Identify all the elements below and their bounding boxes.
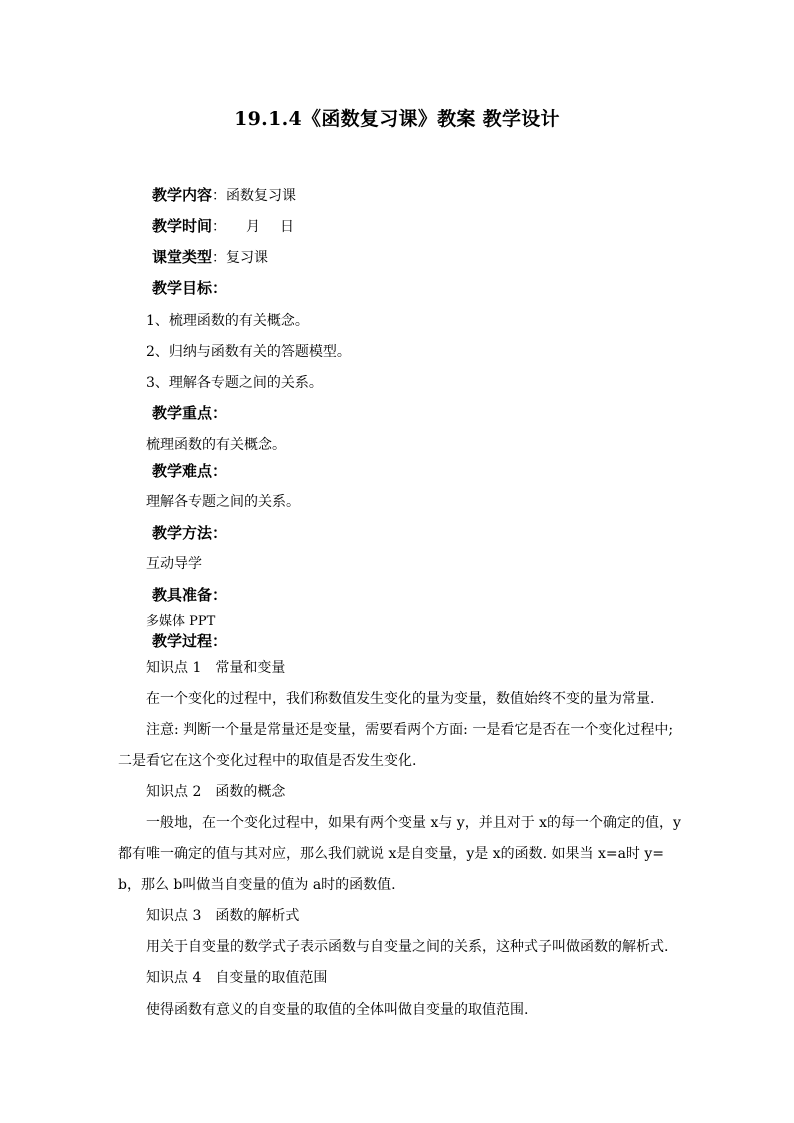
knowledge-point-1-note-line-1: 注意: 判断一个量是常量还是变量，需要看两个方面: 一是看它是否在一个变化过程中;	[146, 722, 674, 738]
key-point-text: 梳理函数的有关概念。	[146, 437, 286, 453]
difficulty-text: 理解各专题之间的关系。	[146, 494, 300, 510]
method-heading: 教学方法：	[152, 524, 228, 542]
class-type-separator: ：	[212, 250, 227, 266]
knowledge-point-1-note-line-2: 二是看它在这个变化过程中的取值是否发生变化.	[118, 753, 417, 769]
tools-text: 多媒体 PPT	[146, 614, 216, 629]
goal-item-3: 3、理解各专题之间的关系。	[146, 375, 323, 391]
class-type-value: 复习课	[226, 250, 269, 266]
process-heading: 教学过程：	[152, 632, 228, 650]
knowledge-point-3-title: 知识点 3 函数的解析式	[146, 908, 300, 924]
key-point-heading: 教学重点：	[152, 404, 228, 422]
class-type-row	[152, 248, 268, 267]
knowledge-point-3-definition: 用关于自变量的数学式子表示函数与自变量之间的关系，这种式子叫做函数的解析式.	[146, 939, 669, 955]
teaching-time-label: 教学时间	[152, 217, 213, 235]
method-text: 互动导学	[146, 556, 202, 572]
goal-item-1: 1、梳理函数的有关概念。	[146, 313, 309, 329]
difficulty-heading: 教学难点：	[152, 462, 228, 480]
goal-item-2: 2、归纳与函数有关的答题模型。	[146, 344, 351, 360]
teaching-time-day: 日	[280, 219, 295, 235]
teaching-content-separator: ：	[212, 188, 227, 204]
knowledge-point-4-title: 知识点 4 自变量的取值范围	[146, 970, 328, 986]
goals-heading: 教学目标：	[152, 279, 228, 297]
knowledge-point-2-line-2: 都有唯一确定的值与其对应，那么我们就说 x是自变量，y是 x的函数. 如果当 x=a时 y=	[118, 846, 665, 862]
teaching-content-value: 函数复习课	[226, 188, 297, 204]
tools-heading: 教具准备：	[152, 586, 228, 604]
knowledge-point-1-title: 知识点 1 常量和变量	[146, 660, 286, 676]
teaching-content-label: 教学内容	[152, 186, 213, 204]
knowledge-point-1-definition: 在一个变化的过程中，我们称数值发生变化的量为变量，数值始终不变的量为常量.	[146, 691, 655, 707]
teaching-time-separator: ：	[212, 219, 227, 235]
class-type-label: 课堂类型	[152, 248, 213, 266]
knowledge-point-2-line-3: b，那么 b叫做当自变量的值为 a时的函数值.	[118, 877, 396, 893]
knowledge-point-2-title: 知识点 2 函数的概念	[146, 784, 286, 800]
teaching-time-row	[152, 217, 294, 236]
knowledge-point-2-line-1: 一般地，在一个变化过程中，如果有两个变量 x与 y，并且对于 x的每一个确定的值，y	[146, 815, 681, 831]
document-title: 19.1.4《函数复习课》教案 教学设计	[234, 108, 560, 130]
knowledge-point-4-definition: 使得函数有意义的自变量的取值的全体叫做自变量的取值范围.	[146, 1002, 529, 1018]
teaching-content-row	[152, 186, 296, 205]
teaching-time-month: 月	[246, 219, 261, 235]
